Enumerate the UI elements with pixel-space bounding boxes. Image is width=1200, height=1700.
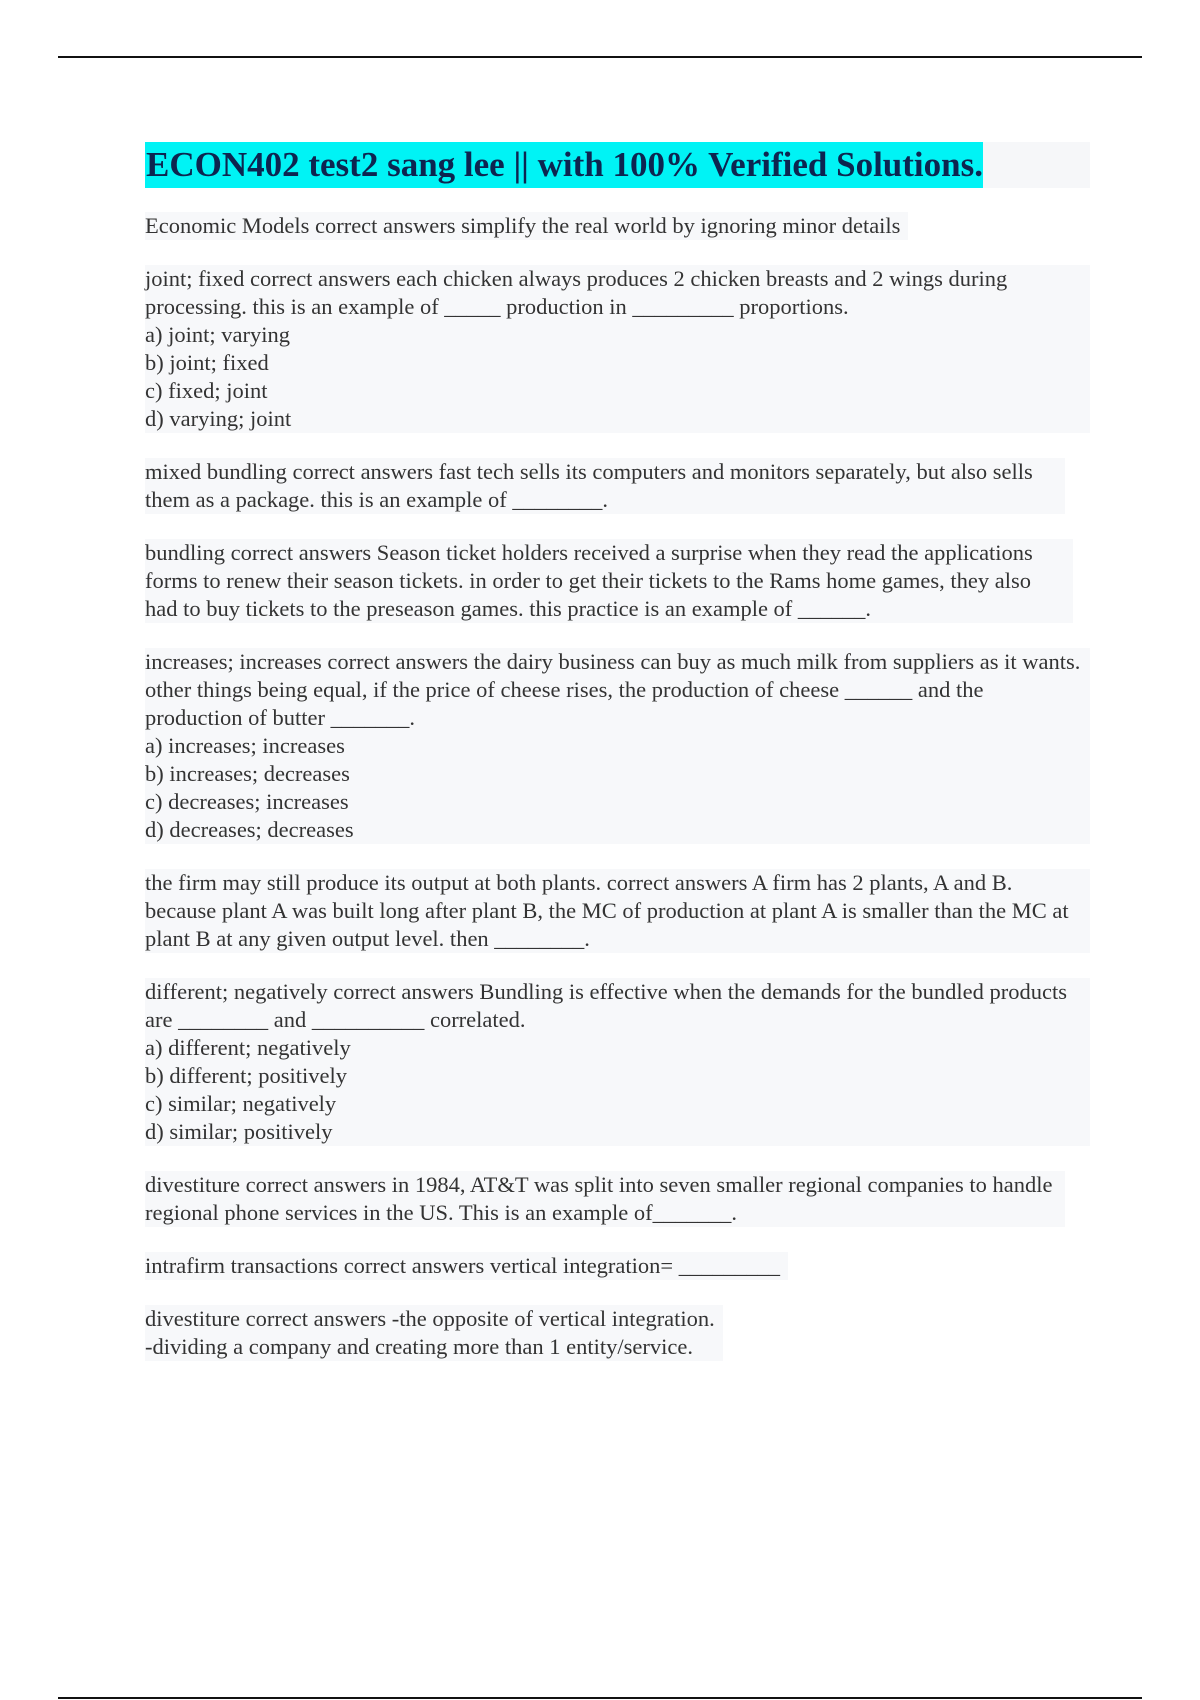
- answer-option: c) similar; negatively: [145, 1091, 337, 1116]
- qa-item: [145, 869, 1090, 953]
- answer-option: a) different; negatively: [145, 1035, 351, 1060]
- qa-item: [145, 978, 1090, 1146]
- answer-option: -dividing a company and creating more than 1 entity/service.: [145, 1334, 693, 1359]
- answer-option: b) different; positively: [145, 1063, 348, 1088]
- qa-item: [145, 1252, 788, 1280]
- qa-item: [145, 1305, 723, 1361]
- qa-text: bundling correct answers Season ticket holders received a surprise when they read the applications forms to renew their season tickets. in order to get their tickets to the Rams home games, they also had to buy tickets to the preseason games. this practice is an example of ______.: [145, 540, 1039, 621]
- top-rule: [58, 56, 1142, 58]
- qa-text: divestiture correct answers in 1984, AT&T was split into seven smaller regional companies to handle regional phone services in the US. This is an example of_______.: [145, 1172, 1059, 1225]
- qa-text: the firm may still produce its output at both plants. correct answers A firm has 2 plants, A and B. because plant A was built long after plant B, the MC of production at plant A is smaller than the MC at plant B at any given output level. then ________.: [145, 870, 1075, 951]
- answer-option: d) similar; positively: [145, 1119, 333, 1144]
- qa-item: [145, 212, 908, 240]
- answer-option: b) increases; decreases: [145, 761, 350, 786]
- document-title: ECON402 test2 sang lee || with 100% Verified Solutions.: [145, 142, 983, 188]
- document-body: [145, 142, 1090, 1386]
- bottom-rule: [58, 1697, 1142, 1699]
- qa-item: [145, 539, 1073, 623]
- title-bar: [145, 142, 1090, 188]
- answer-option: c) fixed; joint: [145, 378, 268, 403]
- answer-option: d) varying; joint: [145, 406, 292, 431]
- answer-option: b) joint; fixed: [145, 350, 269, 375]
- qa-item: [145, 648, 1090, 844]
- qa-text: increases; increases correct answers the dairy business can buy as much milk from suppliers as it wants. other things being equal, if the price of cheese rises, the production of cheese ______ and the production of butter _______.: [145, 649, 1086, 730]
- qa-text: divestiture correct answers -the opposite of vertical integration.: [145, 1306, 715, 1331]
- qa-item: [145, 458, 1065, 514]
- qa-text: mixed bundling correct answers fast tech sells its computers and monitors separately, but also sells them as a package. this is an example of ________.: [145, 459, 1039, 512]
- qa-text: different; negatively correct answers Bundling is effective when the demands for the bundled products are ________ and __________ correlated.: [145, 979, 1073, 1032]
- qa-text: Economic Models correct answers simplify the real world by ignoring minor details: [145, 213, 901, 238]
- answer-option: a) increases; increases: [145, 733, 345, 758]
- answer-option: d) decreases; decreases: [145, 817, 354, 842]
- qa-text: joint; fixed correct answers each chicken always produces 2 chicken breasts and 2 wings during processing. this is an example of _____ production in _________ proportions.: [145, 266, 1013, 319]
- answer-option: a) joint; varying: [145, 322, 290, 347]
- qa-item: [145, 1171, 1065, 1227]
- qa-item: [145, 265, 1090, 433]
- answer-option: c) decreases; increases: [145, 789, 349, 814]
- qa-text: intrafirm transactions correct answers vertical integration= _________: [145, 1253, 780, 1278]
